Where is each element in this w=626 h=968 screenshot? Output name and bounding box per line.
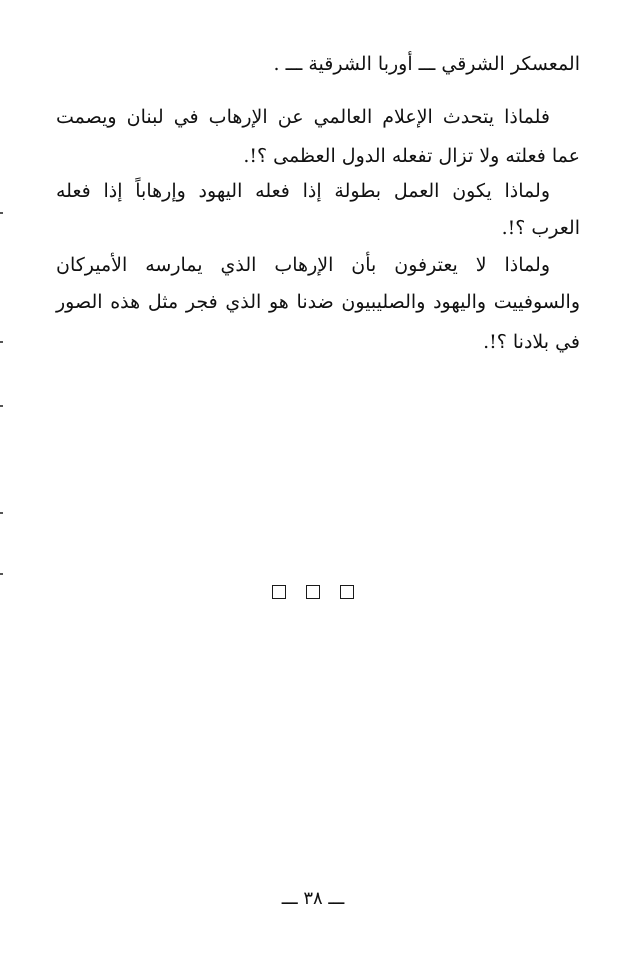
paragraph-2-line-2: العرب ؟!. — [501, 217, 580, 239]
paragraph-1-line-1: فلماذا يتحدث الإعلام العالمي عن الإرهاب في لبنان ويصمت — [56, 106, 550, 128]
scan-edge-mark — [0, 512, 3, 514]
paragraph-1-line-2: عما فعلته ولا تزال تفعله الدول العظمى ؟!. — [243, 145, 580, 167]
paragraph-2-line-1: ولماذا يكون العمل بطولة إذا فعله اليهود وإرهاباً إذا فعله — [56, 180, 550, 202]
paragraph-3-line-1: ولماذا لا يعترفون بأن الإرهاب الذي يمارسه الأميركان — [56, 254, 550, 276]
scan-edge-mark — [0, 405, 3, 407]
paragraph-3-line-2: والسوفييت واليهود والصليبيون ضدنا هو الذي فجر مثل هذه الصور — [56, 291, 580, 313]
square-ornament-icon — [306, 585, 320, 599]
page-number: ـــ ٣٨ ـــ — [281, 888, 345, 909]
paragraph-3-line-3: في بلادنا ؟!. — [483, 331, 580, 353]
header-line: المعسكر الشرقي ـــ أوربا الشرقية ـــ . — [273, 53, 580, 75]
scan-edge-mark — [0, 212, 3, 214]
square-ornament-icon — [272, 585, 286, 599]
scan-edge-mark — [0, 341, 3, 343]
section-break-ornament — [0, 585, 626, 599]
square-ornament-icon — [340, 585, 354, 599]
scan-edge-mark — [0, 573, 3, 575]
